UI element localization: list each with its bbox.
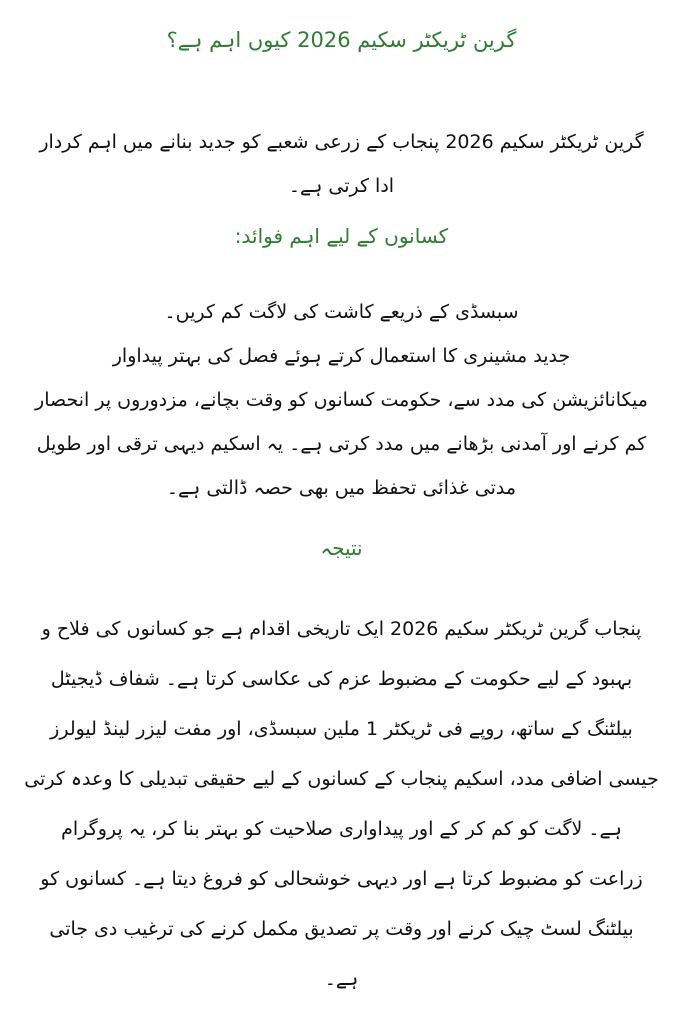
benefit-line: مدتی غذائی تحفظ میں بھی حصہ ڈالتی ہے۔	[166, 477, 517, 499]
conclusion-heading	[8, 526, 675, 570]
conclusion-line: زراعت کو مضبوط کرتا ہے اور دیہی خوشحالی کو فروغ دیتا ہے۔ کسانوں کو	[40, 868, 643, 890]
conclusion-paragraph	[8, 604, 675, 1004]
benefit-line: جدید مشینری کا استعمال کرتے ہوئے فصل کی بہتر پیداوار	[112, 345, 571, 367]
benefit-line: میکانائزیشن کی مدد سے، حکومت کسانوں کو وقت بچانے، مزدوروں پر انحصار	[35, 389, 648, 411]
conclusion-line: ہے۔	[324, 968, 359, 990]
page-title	[8, 18, 675, 62]
conclusion-line: بیلٹنگ کے ساتھ، روپے فی ٹریکٹر 1 ملین سبسڈی، اور مفت لیزر لینڈ لیولرز	[50, 718, 633, 740]
benefit-line: کم کرنے اور آمدنی بڑھانے میں مدد کرتی ہے۔ یہ اسکیم دیہی ترقی اور طویل	[36, 433, 647, 455]
conclusion-line: بہبود کے لیے حکومت کے مضبوط عزم کی عکاسی کرتا ہے۔ شفاف ڈیجیٹل	[50, 668, 633, 690]
benefit-line: سبسڈی کے ذریعے کاشت کی لاگت کم کریں۔	[164, 301, 519, 323]
intro-paragraph	[8, 120, 675, 208]
conclusion-heading-text: نتیجہ	[320, 536, 363, 560]
conclusion-line: ہے۔ لاگت کو کم کر کے اور پیداواری صلاحیت کو بہتر بنا کر، یہ پروگرام	[61, 818, 622, 840]
conclusion-line: بیلٹنگ لسٹ چیک کرنے اور وقت پر تصدیق مکمل کرنے کی ترغیب دی جاتی	[49, 918, 634, 940]
intro-line: ادا کرتی ہے۔	[288, 175, 395, 197]
conclusion-line: پنجاب گرین ٹریکٹر سکیم 2026 ایک تاریخی اقدام ہے جو کسانوں کی فلاح و	[41, 618, 642, 640]
intro-line: گرین ٹریکٹر سکیم 2026 پنجاب کے زرعی شعبے کو جدید بنانے میں اہم کردار	[39, 131, 644, 153]
benefits-heading	[8, 214, 675, 258]
conclusion-line: جیسی اضافی مدد، اسکیم پنجاب کے کسانوں کے لیے حقیقی تبدیلی کا وعدہ کرتی	[24, 768, 659, 790]
benefits-section	[8, 290, 675, 510]
benefits-heading-text: کسانوں کے لیے اہم فوائد:	[234, 224, 449, 248]
title-text: گرین ٹریکٹر سکیم 2026 کیوں اہم ہے؟	[166, 28, 517, 52]
